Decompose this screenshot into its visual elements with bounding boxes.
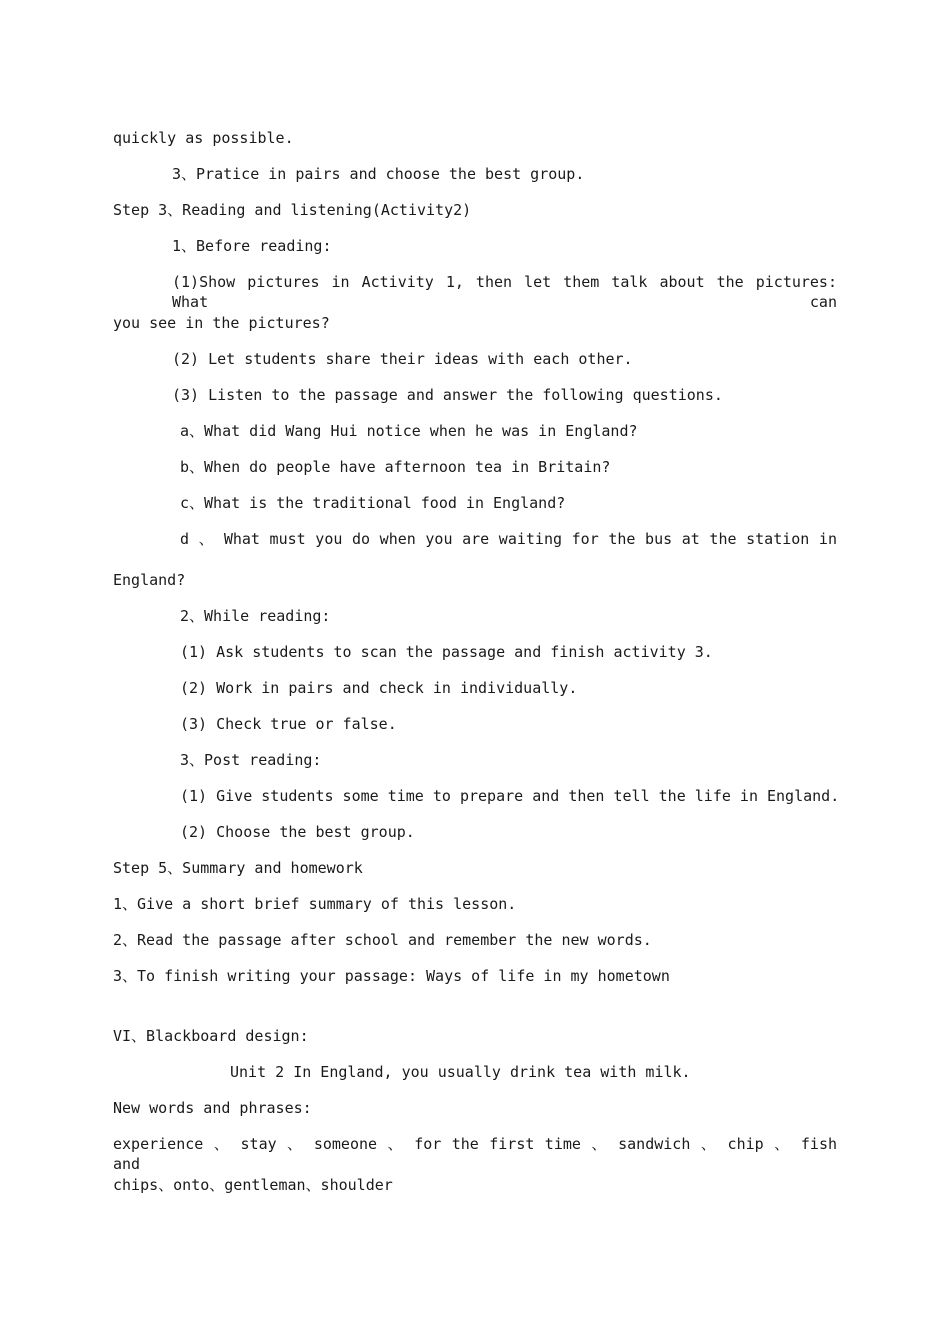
subsection-heading: 2、While reading: xyxy=(180,607,331,625)
question-item: a、What did Wang Hui notice when he was in England? xyxy=(180,422,638,440)
text-line: quickly as possible. xyxy=(113,129,294,147)
vocabulary-line: chips、onto、gentleman、shoulder xyxy=(113,1176,393,1194)
section-heading: Step 3、Reading and listening(Activity2) xyxy=(113,201,472,219)
text-line: (1)Show pictures in Activity 1, then let them talk about the pictures: What can xyxy=(172,273,837,311)
text-line: England? xyxy=(113,571,186,589)
question-item: b、When do people have afternoon tea in Britain? xyxy=(180,458,611,476)
subsection-heading: 1、Before reading: xyxy=(172,237,332,255)
section-heading: VI、Blackboard design: xyxy=(113,1027,309,1045)
vocabulary-line: experience 、 stay 、 someone 、 for the first time 、 sandwich 、 chip 、 fish and xyxy=(113,1135,837,1173)
text-line: (1) Ask students to scan the passage and finish activity 3. xyxy=(180,643,713,661)
question-item: c、What is the traditional food in England? xyxy=(180,494,566,512)
text-line: you see in the pictures? xyxy=(113,314,330,332)
text-line: (3) Listen to the passage and answer the following questions. xyxy=(172,386,723,404)
text-line: (3) Check true or false. xyxy=(180,715,397,733)
text-line: 2、Read the passage after school and remember the new words. xyxy=(113,931,652,949)
text-line: 3、Pratice in pairs and choose the best group. xyxy=(172,165,585,183)
text-line: 1、Give a short brief summary of this lesson. xyxy=(113,895,517,913)
text-line: (2) Work in pairs and check in individually. xyxy=(180,679,578,697)
text-line: 3、To finish writing your passage: Ways of life in my hometown xyxy=(113,967,670,985)
blackboard-title: Unit 2 In England, you usually drink tea with milk. xyxy=(230,1063,691,1081)
text-line: (2) Choose the best group. xyxy=(180,823,415,841)
section-heading: Step 5、Summary and homework xyxy=(113,859,363,877)
text-line: (1) Give students some time to prepare and then tell the life in England. xyxy=(180,787,840,805)
question-item: d 、 What must you do when you are waiting for the bus at the station in xyxy=(180,530,837,548)
text-line: New words and phrases: xyxy=(113,1099,312,1117)
subsection-heading: 3、Post reading: xyxy=(180,751,322,769)
text-line: (2) Let students share their ideas with each other. xyxy=(172,350,633,368)
